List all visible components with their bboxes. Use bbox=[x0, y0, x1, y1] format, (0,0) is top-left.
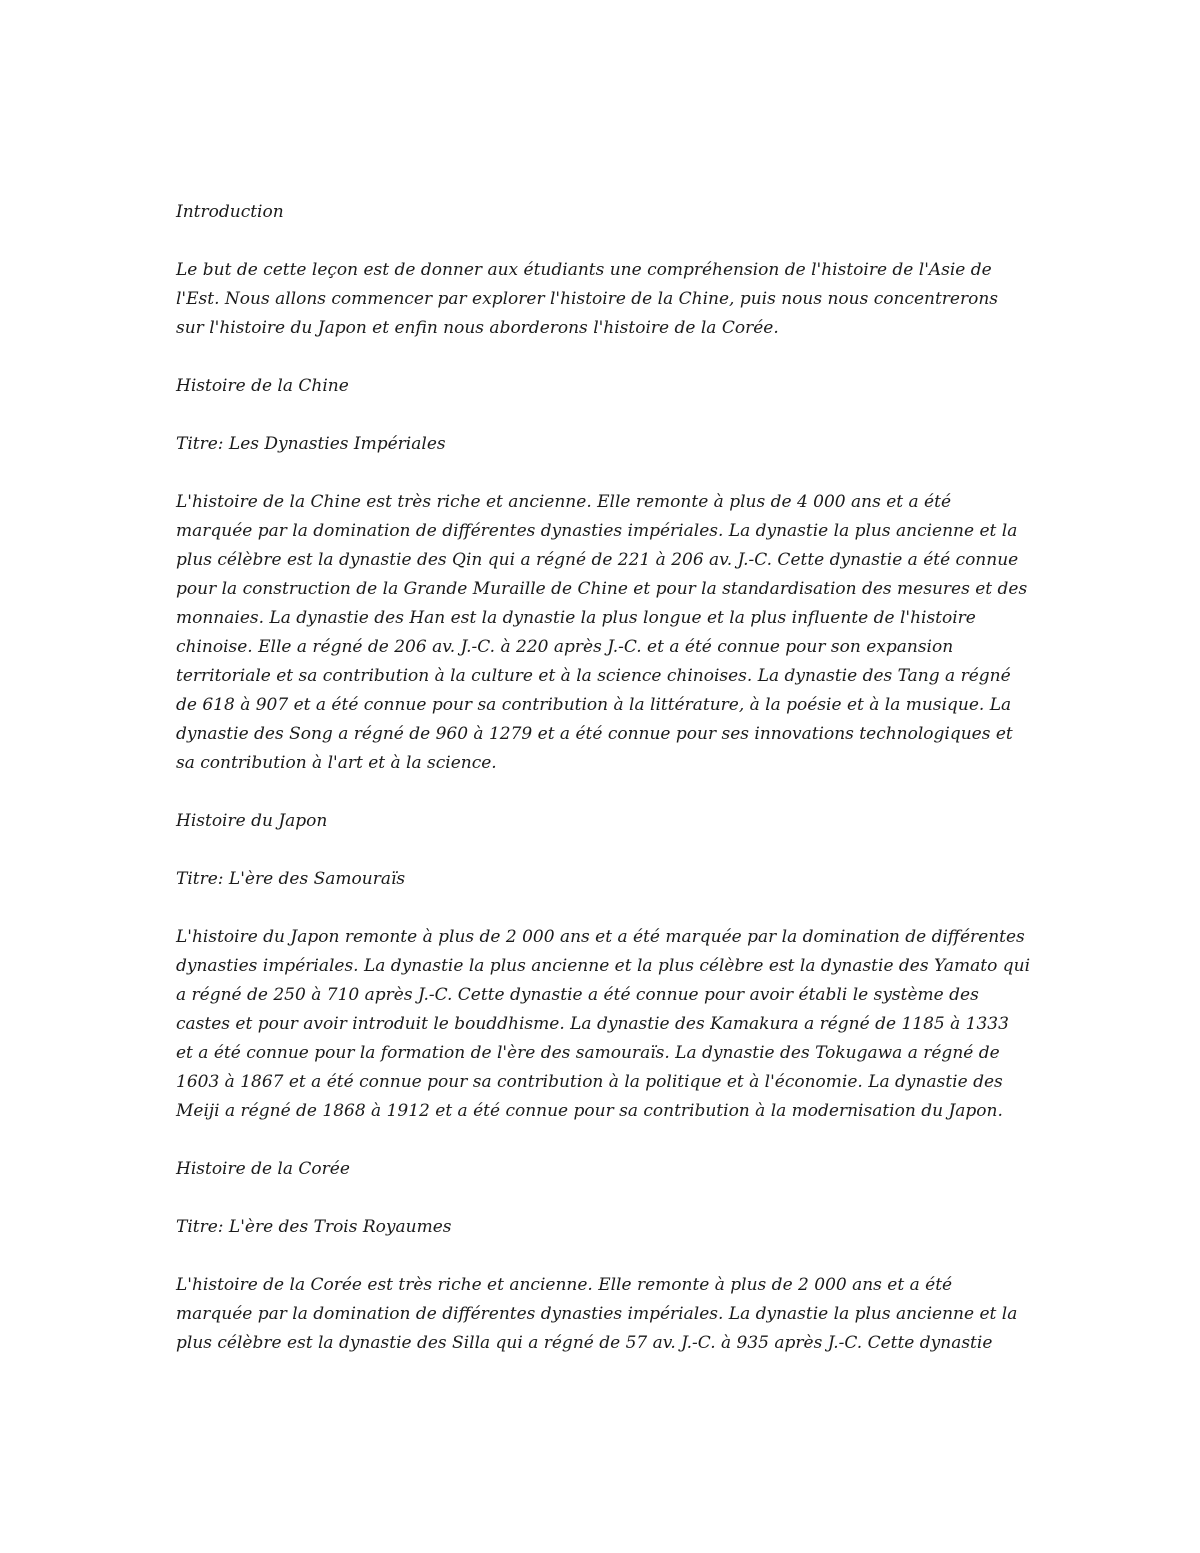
china-title: Titre: Les Dynasties Impériales bbox=[176, 434, 446, 454]
china-section-heading: Histoire de la Chine bbox=[176, 376, 349, 396]
intro-heading: Introduction bbox=[176, 202, 284, 222]
intro-paragraph: Le but de cette leçon est de donner aux étudiants une compréhension de l'histoire de l'Asie de l'Est. Nous allons commencer par explorer l'histoire de la Chine, puis nous nous concentrerons sur l'histoire du Japon et enfin nous aborderons l'histoire de la Corée. bbox=[176, 260, 999, 338]
japan-section-heading: Histoire du Japon bbox=[176, 811, 328, 831]
document-body bbox=[176, 198, 1031, 1387]
korea-paragraph: L'histoire de la Corée est très riche et ancienne. Elle remonte à plus de 2 000 ans et a été marquée par la domination de différentes dynasties impériales. La dynastie la plus ancienne et la plus célèbre est la dynastie des Silla qui a régné de 57 av. J.-C. à 935 après J.-C. Cette dynastie bbox=[176, 1275, 1018, 1353]
japan-title: Titre: L'ère des Samouraïs bbox=[176, 869, 406, 889]
korea-section-heading: Histoire de la Corée bbox=[176, 1159, 350, 1179]
china-paragraph: L'histoire de la Chine est très riche et ancienne. Elle remonte à plus de 4 000 ans et a été marquée par la domination de différentes dynasties impériales. La dynastie la plus ancienne et la plus célèbre est la dynastie des Qin qui a régné de 221 à 206 av. J.-C. Cette dynastie a été connue pour la construction de la Grande Muraille de Chine et pour la standardisation des mesures et des monnaies. La dynastie des Han est la dynastie la plus longue et la plus influente de l'histoire chinoise. Elle a régné de 206 av. J.-C. à 220 après J.-C. et a été connue pour son expansion territoriale et sa contribution à la culture et à la science chinoises. La dynastie des Tang a régné de 618 à 907 et a été connue pour sa contribution à la littérature, à la poésie et à la musique. La dynastie des Song a régné de 960 à 1279 et a été connue pour ses innovations technologiques et sa contribution à l'art et à la science. bbox=[176, 492, 1028, 773]
japan-paragraph: L'histoire du Japon remonte à plus de 2 000 ans et a été marquée par la domination de différentes dynasties impériales. La dynastie la plus ancienne et la plus célèbre est la dynastie des Yamato qui a régné de 250 à 710 après J.-C. Cette dynastie a été connue pour avoir établi le système des castes et pour avoir introduit le bouddhisme. La dynastie des Kamakura a régné de 1185 à 1333 et a été connue pour la formation de l'ère des samouraïs. La dynastie des Tokugawa a régné de 1603 à 1867 et a été connue pour sa contribution à la politique et à l'économie. La dynastie des Meiji a régné de 1868 à 1912 et a été connue pour sa contribution à la modernisation du Japon. bbox=[176, 927, 1031, 1121]
korea-title: Titre: L'ère des Trois Royaumes bbox=[176, 1217, 452, 1237]
